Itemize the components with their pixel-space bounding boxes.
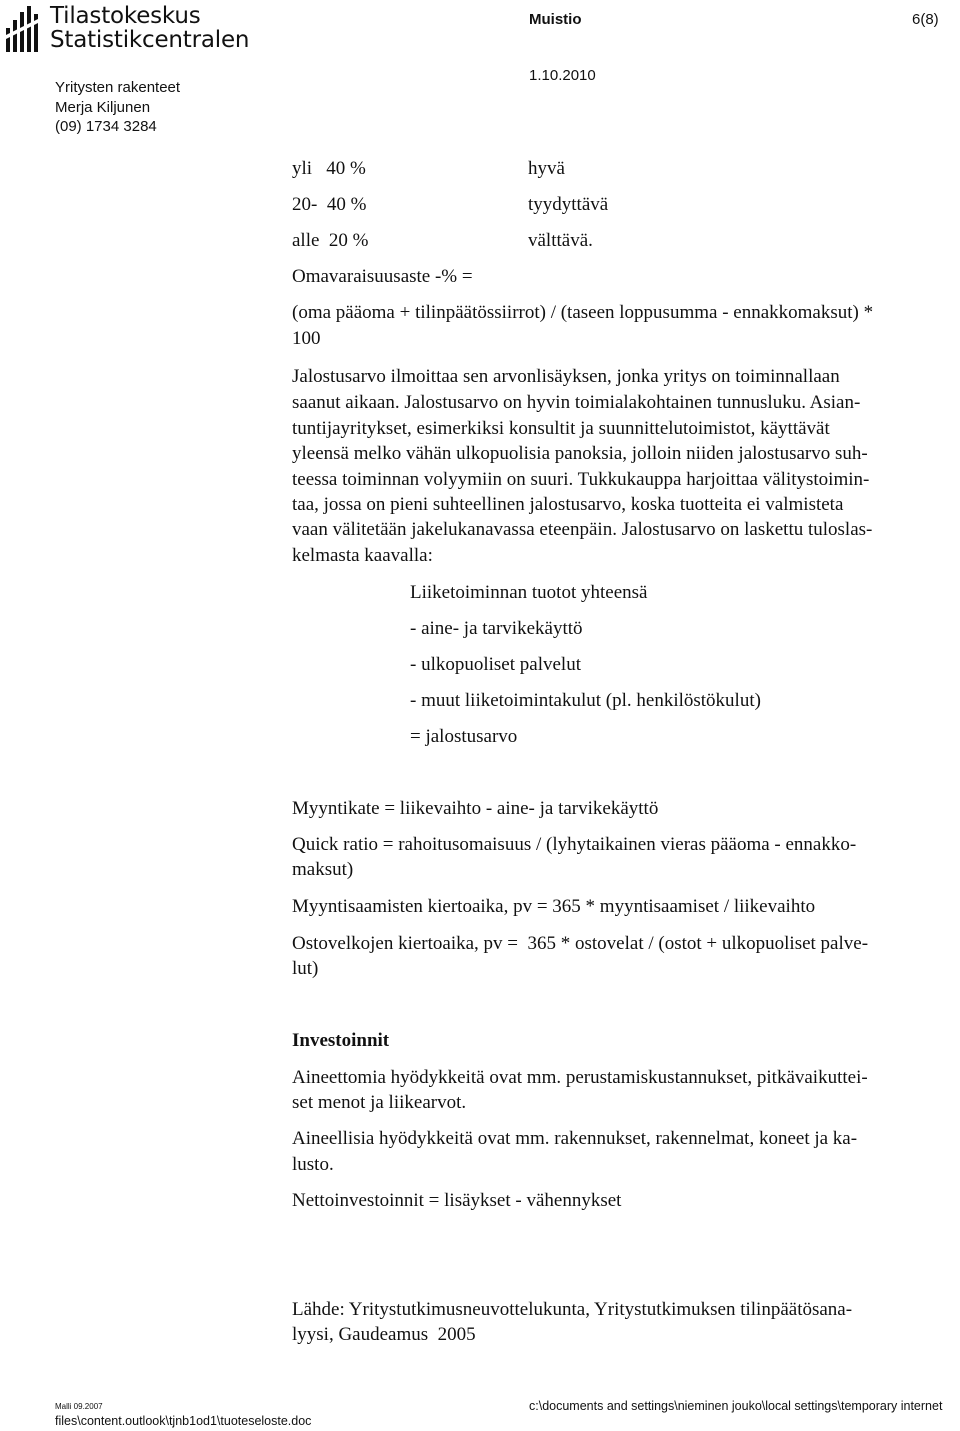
phone-number: (09) 1734 3284	[55, 118, 157, 135]
aineellisia-line1: Aineellisia hyödykkeitä ovat mm. rakennukset, rakennelmat, koneet ja ka-	[292, 1128, 858, 1149]
source-line1: Lähde: Yritystutkimusneuvottelukunta, Yritystutkimuksen tilinpäätösana-	[292, 1299, 853, 1320]
paragraph-line: teessa toiminnan volyymiin on suuri. Tukkukauppa harjoittaa välitystoimin-	[292, 469, 870, 490]
paragraph-line: kelmasta kaavalla:	[292, 545, 433, 566]
formula-line: Liiketoiminnan tuotot yhteensä	[410, 582, 648, 603]
paragraph-line: tuntijayritykset, esimerkiksi konsultit ja suunnittelutoimistot, käyttävät	[292, 418, 830, 439]
omavaraisuus-label: Omavaraisuusaste -% =	[292, 266, 473, 287]
scale-range-1: yli 40 %	[292, 158, 366, 179]
logo-bars-icon	[4, 2, 48, 54]
logo-line2: Statistikcentralen	[50, 27, 250, 53]
author-name: Merja Kiljunen	[55, 99, 151, 116]
doc-date: 1.10.2010	[529, 67, 596, 84]
quick-ratio-line2: maksut)	[292, 859, 354, 880]
paragraph-line: taa, jossa on pieni suhteellinen jalostusarvo, koska tuotteita ei valmisteta	[292, 494, 844, 515]
formula-line: = jalostusarvo	[410, 726, 518, 747]
aineellisia-line2: lusto.	[292, 1154, 334, 1175]
paragraph-line: saanut aikaan. Jalostusarvo on hyvin toimialakohtainen tunnusluku. Asian-	[292, 392, 861, 413]
scale-rating-3: välttävä.	[528, 230, 593, 251]
formula-line: - ulkopuoliset palvelut	[410, 654, 581, 675]
unit-name: Yritysten rakenteet	[55, 79, 181, 96]
paragraph-line: yleensä melko vähän ulkopuolisia panoksia, jolloin niiden jalostusarvo suh-	[292, 443, 868, 464]
scale-range-2: 20- 40 %	[292, 194, 367, 215]
omavaraisuus-formula-line1: (oma pääoma + tilinpäätössiirrot) / (taseen loppusumma - ennakkomaksut) *	[292, 302, 874, 323]
nettoinvestoinnit-definition: Nettoinvestoinnit = lisäykset - vähennykset	[292, 1190, 622, 1211]
investoinnit-heading: Investoinnit	[292, 1030, 390, 1051]
ostovelat-line1: Ostovelkojen kiertoaika, pv = 365 * ostovelat / (ostot + ulkopuoliset palve-	[292, 933, 869, 954]
myyntikate-definition: Myyntikate = liikevaihto - aine- ja tarvikekäyttö	[292, 798, 659, 819]
source-line2: lyysi, Gaudeamus 2005	[292, 1324, 476, 1345]
paragraph-line: vaan välitetään jakelukanavassa eteenpäin. Jalostusarvo on laskettu tuloslas-	[292, 519, 873, 540]
aineettomia-line2: set menot ja liikearvot.	[292, 1092, 467, 1113]
scale-rating-1: hyvä	[528, 158, 565, 179]
file-path-line1: c:\documents and settings\nieminen jouko\local settings\temporary internet	[529, 1399, 943, 1413]
omavaraisuus-formula-line2: 100	[292, 328, 321, 349]
paragraph-line: Jalostusarvo ilmoittaa sen arvonlisäyksen, jonka yritys on toiminnallaan	[292, 366, 840, 387]
myyntisaamiset-definition: Myyntisaamisten kiertoaika, pv = 365 * myyntisaamiset / liikevaihto	[292, 896, 816, 917]
page-number: 6(8)	[912, 11, 939, 28]
formula-line: - aine- ja tarvikekäyttö	[410, 618, 583, 639]
aineettomia-line1: Aineettomia hyödykkeitä ovat mm. perustamiskustannukset, pitkävaikuttei-	[292, 1067, 868, 1088]
logo-line1: Tilastokeskus	[50, 3, 201, 29]
doc-type: Muistio	[529, 11, 582, 28]
ostovelat-line2: lut)	[292, 958, 319, 979]
formula-line: - muut liiketoimintakulut (pl. henkilöstökulut)	[410, 690, 761, 711]
file-path-line2: files\content.outlook\tjnb1od1\tuoteseloste.doc	[55, 1414, 312, 1428]
scale-rating-2: tyydyttävä	[528, 194, 609, 215]
template-version: Malli 09.2007	[55, 1402, 103, 1411]
scale-range-3: alle 20 %	[292, 230, 369, 251]
quick-ratio-line1: Quick ratio = rahoitusomaisuus / (lyhytaikainen vieras pääoma - ennakko-	[292, 834, 857, 855]
